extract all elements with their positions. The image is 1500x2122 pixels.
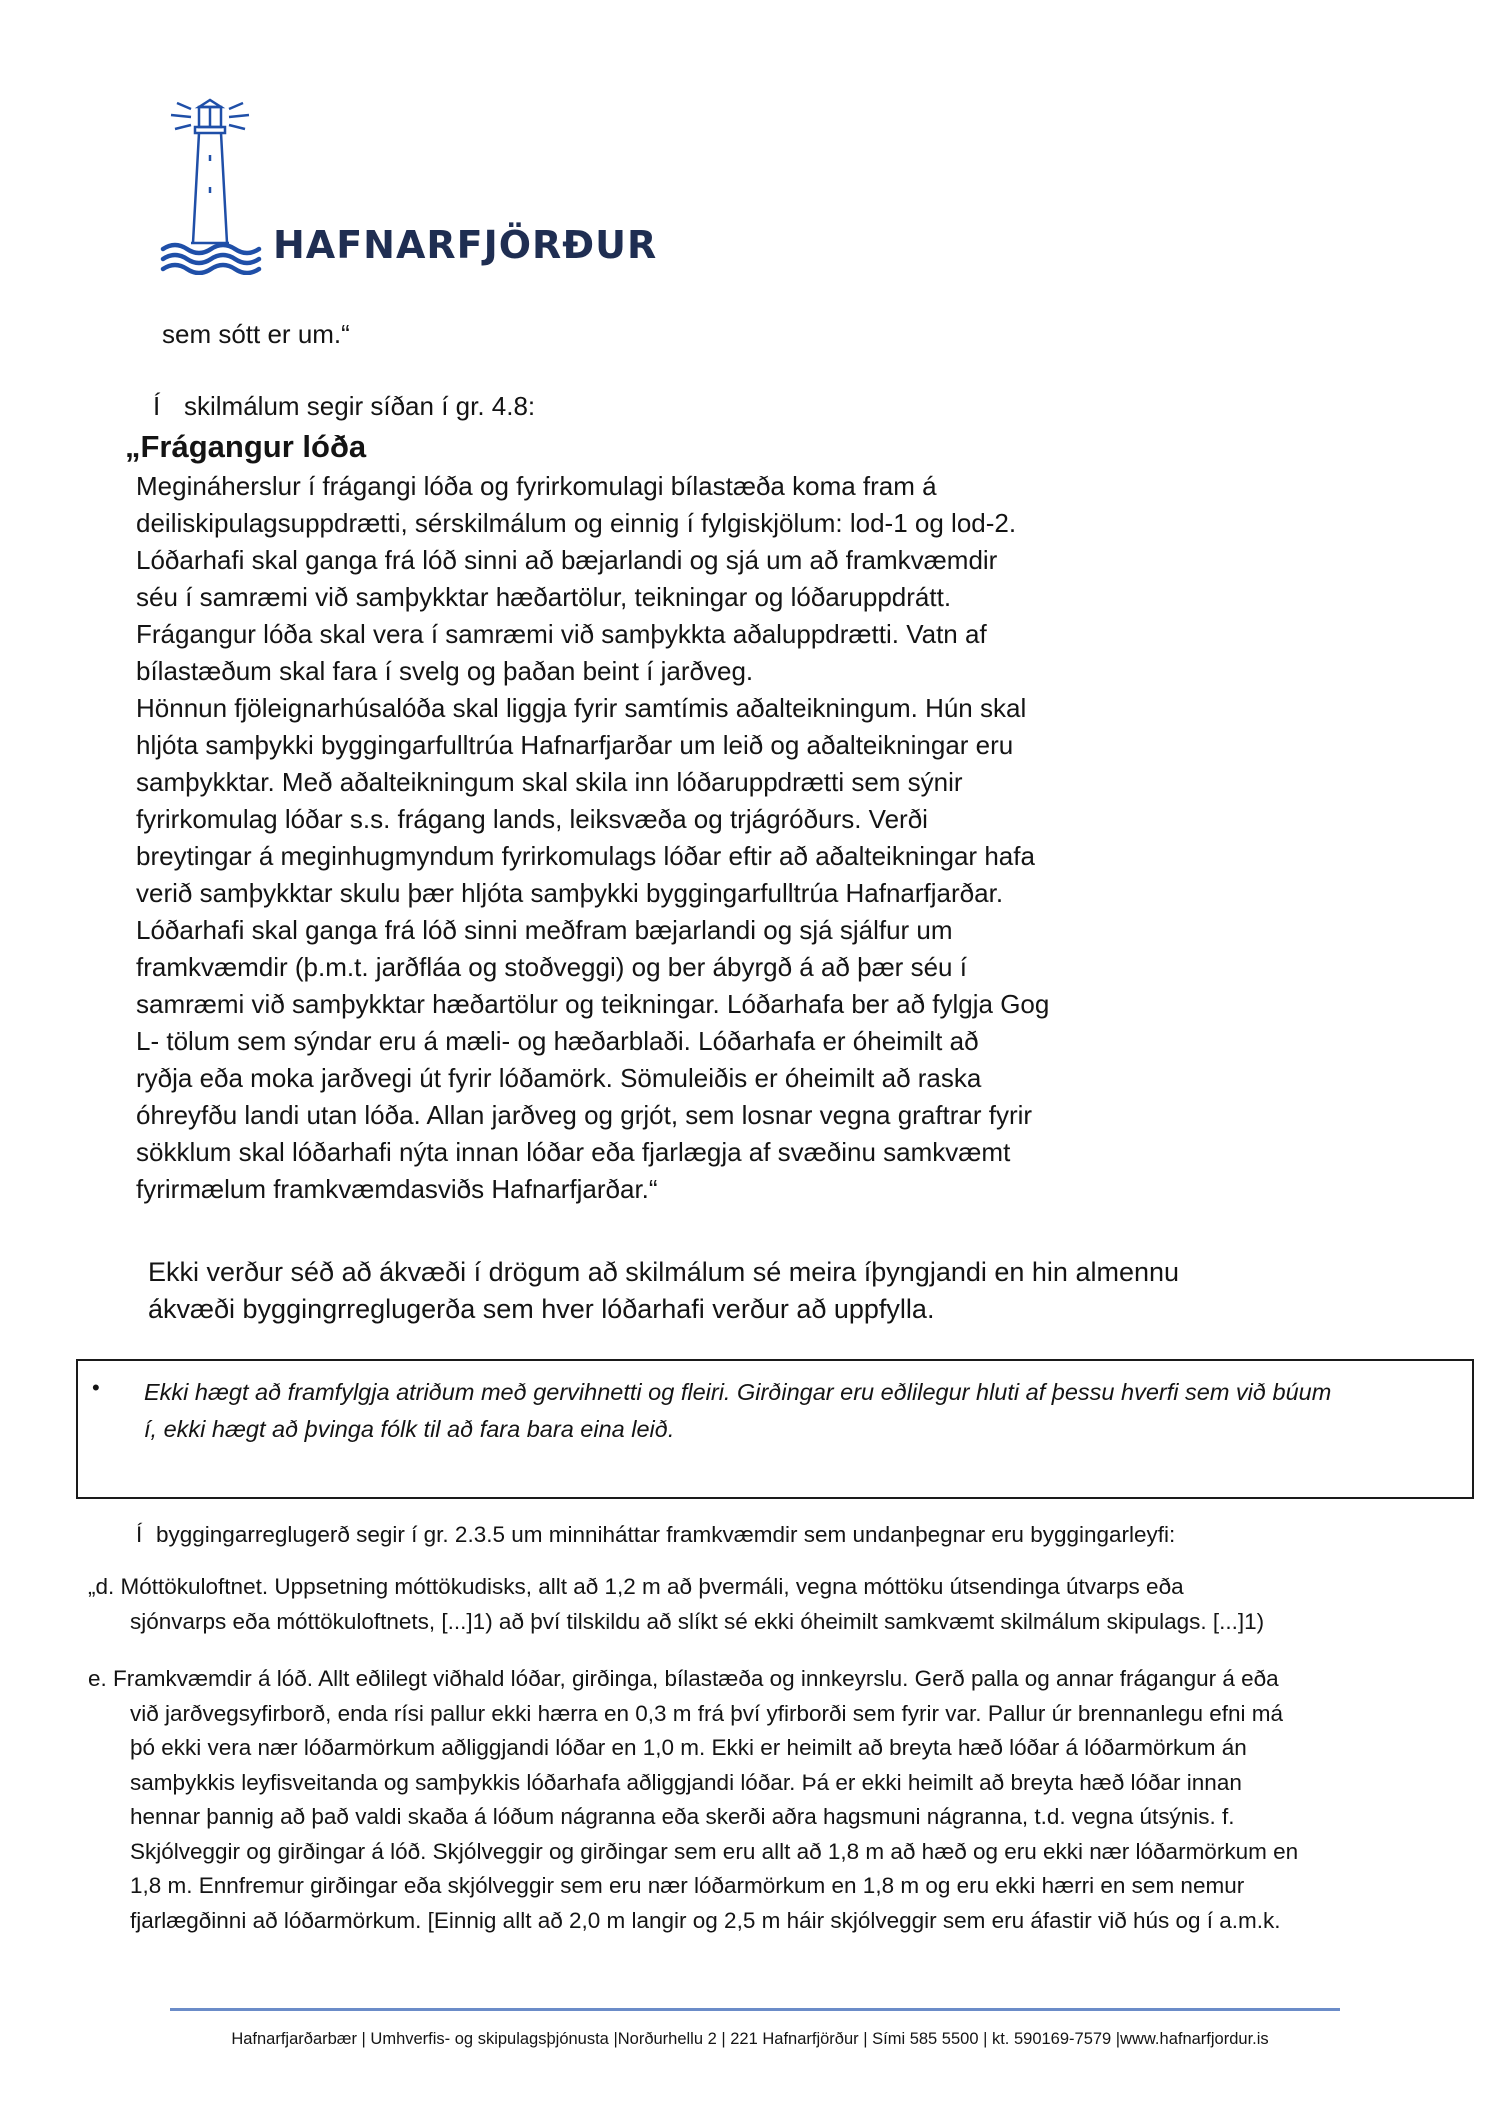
footer-divider bbox=[170, 2008, 1340, 2011]
quote-line: framkvæmdir (þ.m.t. jarðfláa og stoðveggi) og ber ábyrgð á að þær séu í bbox=[136, 952, 967, 982]
quote-line: bílastæðum skal fara í svelg og þaðan beint í jarðveg. bbox=[136, 656, 754, 686]
quote-line: sökklum skal lóðarhafi nýta innan lóðar eða fjarlægja af svæðinu samkvæmt bbox=[136, 1137, 1011, 1167]
terms-intro-prefix: Í bbox=[153, 391, 161, 421]
comment-line: í, ekki hægt að þvinga fólk til að fara bara eina leið. bbox=[144, 1416, 675, 1442]
quote-line: séu í samræmi við samþykktar hæðartölur, teikningar og lóðaruppdrátt. bbox=[136, 582, 952, 612]
quoted-terms bbox=[136, 468, 1049, 1208]
quote-line: verið samþykktar skulu þær hljóta samþykki byggingarfulltrúa Hafnarfjarðar. bbox=[136, 878, 1004, 908]
quote-line: ryðja eða moka jarðvegi út fyrir lóðamörk. Sömuleiðis er óheimilt að raska bbox=[136, 1063, 982, 1093]
quote-line: samræmi við samþykktar hæðartölur og teikningar. Lóðarhafa ber að fylgja Gog bbox=[136, 989, 1050, 1019]
lighthouse-icon bbox=[155, 95, 265, 275]
response-line-1: Ekki verður séð að ákvæði í drögum að skilmálum sé meira íþyngjandi en hin almennu bbox=[148, 1257, 1180, 1287]
section-heading: „Frágangur lóða bbox=[125, 429, 367, 464]
quote-line: deiliskipulagsuppdrætti, sérskilmálum og einnig í fylgiskjölum: lod-1 og lod-2. bbox=[136, 508, 1017, 538]
quote-line: hljóta samþykki byggingarfulltrúa Hafnarfjarðar um leið og aðalteikningar eru bbox=[136, 730, 1014, 760]
item-e-line: hennar þannig að það valdi skaða á lóðum nágranna eða skerði aðra hagsmuni nágranna, t.d. vegna útsýnis. f. bbox=[130, 1804, 1235, 1829]
item-e-line: samþykkis leyfisveitanda og samþykkis lóðarhafa aðliggjandi lóðar. Þá er ekki heimilt að breyta hæð lóðar innan bbox=[130, 1769, 1242, 1795]
quote-line: samþykktar. Með aðalteikningum skal skila inn lóðaruppdrætti sem sýnir bbox=[136, 767, 963, 797]
footer-text: Hafnarfjarðarbær | Umhverfis- og skipulagsþjónusta |Norðurhellu 2 | 221 Hafnarfjörður | Sími 585 5500 | kt. 590169-7579 |www.hafnarfjordur.is bbox=[231, 2030, 1269, 2048]
comment-box bbox=[76, 1359, 1474, 1499]
quote-line: Lóðarhafi skal ganga frá lóð sinni meðfram bæjarlandi og sjá sjálfur um bbox=[136, 915, 953, 945]
quote-line: óhreyfðu landi utan lóða. Allan jarðveg og grjót, sem losnar vegna graftrar fyrir bbox=[136, 1100, 1033, 1130]
hafnarfjordur-logo bbox=[155, 95, 658, 275]
quote-line: fyrirmælum framkvæmdasviðs Hafnarfjarðar.“ bbox=[136, 1174, 658, 1204]
comment-text bbox=[144, 1374, 1331, 1448]
quote-line: Lóðarhafi skal ganga frá lóð sinni að bæjarlandi og sjá um að framkvæmdir bbox=[136, 545, 998, 575]
regulation-intro: byggingarreglugerð segir í gr. 2.3.5 um minniháttar framkvæmdir sem undanþegnar eru byggingarleyfi: bbox=[156, 1522, 1176, 1547]
item-e-line: fjarlægðinni að lóðarmörkum. [Einnig allt að 2,0 m langir og 2,5 m háir skjólveggir sem eru áfastir við hús og í a.m.k. bbox=[130, 1907, 1281, 1933]
quote-tail: sem sótt er um.“ bbox=[162, 319, 350, 349]
quote-line: Frágangur lóða skal vera í samræmi við samþykkta aðaluppdrætti. Vatn af bbox=[136, 619, 987, 649]
item-d-line: „d. Móttökuloftnet. Uppsetning móttökudisks, allt að 1,2 m að þvermáli, vegna móttöku útsendinga útvarps eða bbox=[88, 1574, 1184, 1599]
item-d-line: sjónvarps eða móttökuloftnets, [...]1) að því tilskildu að slíkt sé ekki óheimilt samkvæmt skilmálum skipulags. [...]1) bbox=[130, 1608, 1265, 1634]
quote-line: fyrirkomulag lóðar s.s. frágang lands, leiksvæða og trjágróðurs. Verði bbox=[136, 804, 928, 834]
regulation-item-d bbox=[88, 1570, 1264, 1639]
logo-text: HAFNARFJÖRÐUR bbox=[273, 223, 658, 267]
quote-line: Megináherslur í frágangi lóða og fyrirkomulagi bílastæða koma fram á bbox=[136, 471, 937, 501]
item-e-line: 1,8 m. Ennfremur girðingar eða skjólveggir sem eru nær lóðarmörkum en 1,8 m og eru ekki hærri en sem nemur bbox=[130, 1873, 1245, 1898]
regulation-intro-prefix: Í bbox=[136, 1522, 143, 1547]
comment-line: Ekki hægt að framfylgja atriðum með gervihnetti og fleiri. Girðingar eru eðlilegur hluti af þessu hverfi sem við búum bbox=[144, 1379, 1332, 1405]
item-e-line: þó ekki vera nær lóðarmörkum aðliggjandi lóðar en 1,0 m. Ekki er heimilt að breyta hæð lóðar á lóðarmörkum án bbox=[130, 1735, 1247, 1760]
quote-line: L- tölum sem sýndar eru á mæli- og hæðarblaði. Lóðarhafa er óheimilt að bbox=[136, 1026, 979, 1056]
item-e-line: e. Framkvæmdir á lóð. Allt eðlilegt viðhald lóðar, girðinga, bílastæða og innkeyrslu. Gerð palla og annar frágangur á eða bbox=[88, 1666, 1279, 1691]
response-line-2: ákvæði byggingrreglugerða sem hver lóðarhafi verður að uppfylla. bbox=[148, 1294, 935, 1324]
regulation-item-e bbox=[88, 1662, 1298, 1938]
bullet-icon: • bbox=[92, 1375, 100, 1400]
item-e-line: Skjólveggir og girðingar á lóð. Skjólveggir og girðingar sem eru allt að 1,8 m að hæð og eru ekki nær lóðarmörkum en bbox=[130, 1838, 1299, 1864]
item-e-line: við jarðvegsyfirborð, enda rísi pallur ekki hærra en 0,3 m frá því yfirborði sem fyrir var. Pallur úr brennanlegu efni má bbox=[130, 1700, 1283, 1726]
quote-line: Hönnun fjöleignarhúsalóða skal liggja fyrir samtímis aðalteikningum. Hún skal bbox=[136, 693, 1027, 723]
quote-line: breytingar á meginhugmyndum fyrirkomulags lóðar eftir að aðalteikningar hafa bbox=[136, 841, 1035, 871]
terms-intro: skilmálum segir síðan í gr. 4.8: bbox=[184, 391, 536, 421]
